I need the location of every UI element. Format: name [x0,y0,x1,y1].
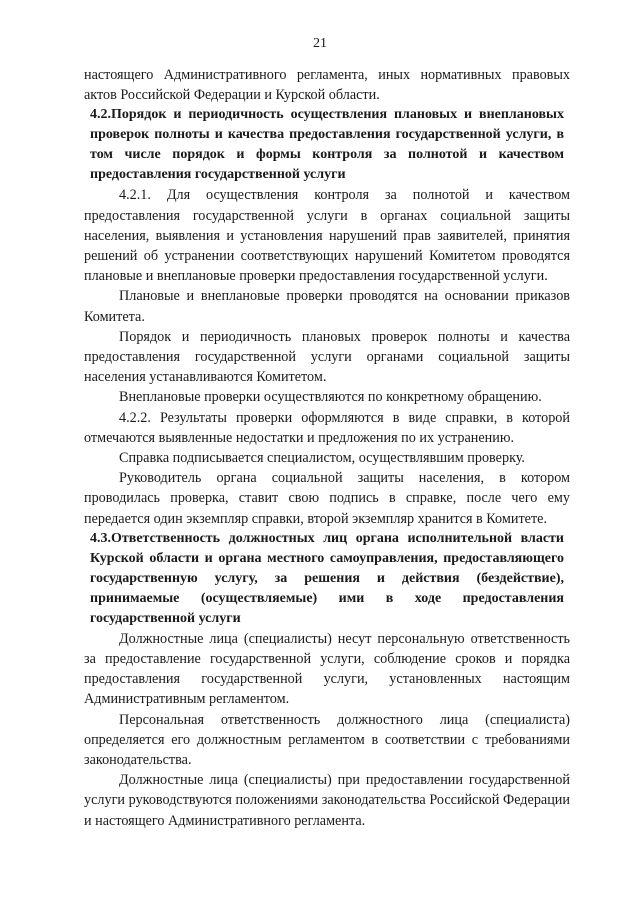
section-4-2-heading: 4.2.Порядок и периодичность осуществления плановых и внеплановых проверок полноты и качества предоставления государственной услуги, в том числе порядок и формы контроля за полнотой и качеством предоставления государственной услуги [90,107,564,183]
paragraph-report-signature: Справка подписывается специалистом, осуществлявшим проверку. [119,450,525,467]
paragraph-4-2-1: 4.2.1. Для осуществления контроля за полнотой и качеством предоставления государственной услуги в органах социальной защиты населения, выявления и установления нарушений прав заявителей, принятия решений об устранении соответствующих нарушений Комитетом проводятся плановые и внеплановые проверки предоставления государственной услуги. [84,187,570,285]
paragraph-personal-responsibility: Персональная ответственность должностного лица (специалиста) определяется его должностным регламентом в соответствии с требованиями законодательства. [84,711,570,769]
paragraph-unscheduled-inspections: Внеплановые проверки осуществляются по конкретному обращению. [119,389,542,406]
paragraph-head-signature: Руководитель органа социальной защиты населения, в котором проводилась проверка, ставит свою подпись в справке, после чего ему передается один экземпляр справки, второй экземпляр хранится в Комитете. [84,470,570,527]
paragraph-4-2-2: 4.2.2. Результаты проверки оформляются в виде справки, в которой отмечаются выявленные недостатки и предложения по их устранению. [84,409,570,446]
paragraph-officials-guidance: Должностные лица (специалисты) при предоставлении государственной услуги руководствуются положениями законодательства Российской Федерации и настоящего Административного регламента. [84,772,570,829]
document-body [84,65,570,831]
paragraph-planned-inspections: Плановые и внеплановые проверки проводятся на основании приказов Комитета. [84,288,570,325]
paragraph-officials-responsibility: Должностные лица (специалисты) несут персональную ответственность за предоставление государственной услуги, соблюдение сроков и порядка предоставления государственной услуги, установленных настоящим Административным регламентом. [84,630,570,708]
intro-paragraph: настоящего Административного регламента, иных нормативных правовых актов Российской Федерации и Курской области. [84,67,570,104]
paragraph-inspection-order: Порядок и периодичность плановых проверок полноты и качества предоставления государственной услуги органами социальной защиты населения устанавливаются Комитетом. [84,328,570,386]
page-number: 21 [313,36,327,51]
section-4-3-heading: 4.3.Ответственность должностных лиц органа исполнительной власти Курской области и органа местного самоуправления, предоставляющего государственную услугу, за решения и действия (бездействие), принимаемые (осуществляемые) ими в ходе предоставления государственной услуги [90,530,564,626]
